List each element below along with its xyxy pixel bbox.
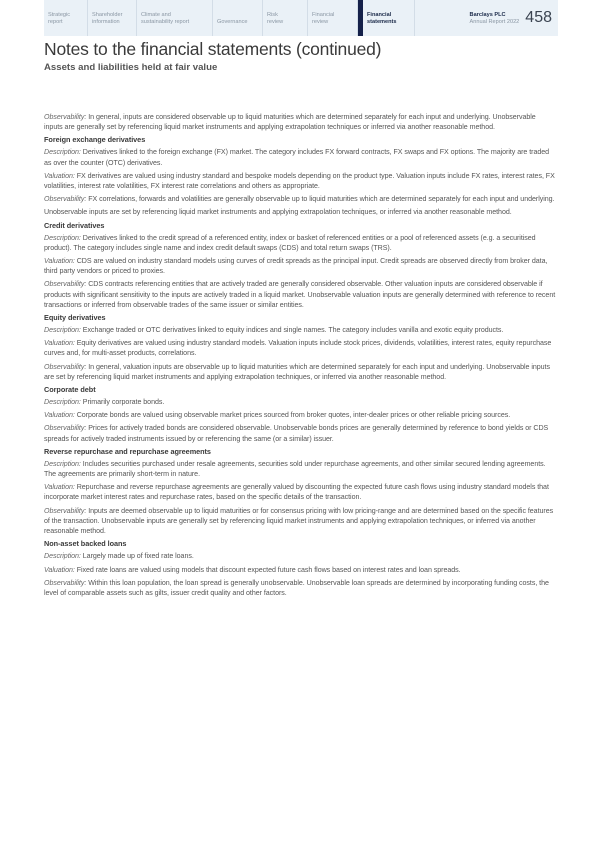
paragraph-text: Repurchase and reverse repurchase agreements are generally valued by discounting the expected future cash flows using industry standard models that incorporate market interest rates and repurchase rates, based on the specific details of the transaction. [44, 483, 549, 502]
paragraph [44, 397, 556, 407]
paragraph-label: Description: [44, 398, 81, 407]
paragraph-text: In general, inputs are considered observable up to liquid maturities which are determined separately for each input and underlying. Unobservable inputs are generally set by referencing liquid market instruments and applying extrapolation techniques or inferred via another reasonable method. [44, 113, 536, 132]
paragraph-label: Observability: [44, 195, 87, 204]
nav-tab-label-line2: sustainability report [141, 19, 190, 25]
paragraph-label: Description: [44, 552, 81, 561]
paragraph-label: Valuation: [44, 171, 75, 180]
paragraph [44, 551, 556, 561]
nav-tab-label-line2: information [92, 19, 120, 25]
paragraph-text: Fixed rate loans are valued using models that discount expected future cash flows based on interest rates and loan spreads. [74, 565, 461, 574]
paragraph-text: Primarily corporate bonds. [80, 398, 165, 407]
nav-tab-governance[interactable] [213, 0, 263, 36]
paragraph-label: Valuation: [44, 565, 75, 574]
paragraph [44, 233, 556, 253]
paragraph-label: Observability: [44, 506, 87, 515]
paragraph-label: Observability: [44, 113, 87, 121]
paragraph-text: Largely made up of fixed rate loans. [80, 552, 194, 561]
paragraph-label: Valuation: [44, 411, 75, 420]
paragraph [44, 194, 556, 204]
paragraph-label: Description: [44, 148, 81, 157]
nav-tab-label-line2: Governance [217, 19, 248, 25]
section-navigation [44, 0, 558, 36]
paragraph [44, 171, 556, 191]
paragraph-label: Description: [44, 233, 81, 242]
section-heading: Corporate debt [44, 385, 96, 395]
report-branding [470, 0, 558, 36]
paragraph-label: Valuation: [44, 339, 75, 348]
paragraph [44, 112, 556, 132]
nav-tab-label-line1: Financial [312, 12, 335, 18]
paragraph-label: Observability: [44, 362, 87, 371]
paragraph-label: Description: [44, 459, 81, 468]
nav-tab-climate-and-sustainability-report[interactable] [137, 0, 213, 36]
paragraph-text: Exchange traded or OTC derivatives linked to equity indices and single names. The category includes vanilla and exotic equity products. [80, 326, 504, 335]
paragraph-text: Unobservable inputs are set by referencing liquid market instruments and applying extrapolation techniques, or inferred via another reasonable method. [44, 208, 512, 217]
paragraph-text: CDS are valued on industry standard models using curves of credit spreads as the principal input. Credit spreads are observed directly from broker data, third party vendors or priced to proxies. [44, 257, 548, 276]
nav-tab-label-line1: Strategic [48, 12, 71, 18]
paragraph-label: Description: [44, 326, 81, 335]
paragraph [44, 338, 556, 358]
paragraph-label: Observability: [44, 424, 87, 433]
nav-tab-risk-review[interactable] [263, 0, 308, 36]
paragraph-text: Equity derivatives are valued using industry standard models. Valuation inputs include stock prices, dividends, volatilities, interest rates, equity repurchase curves and, for multi-asset products, correlations. [44, 339, 552, 358]
paragraph [44, 207, 556, 217]
paragraph-label: Observability: [44, 578, 87, 587]
paragraph-text: CDS contracts referencing entities that are actively traded are generally considered observable. Other valuation inputs are considered observable if products with significant sensitivity to the inputs are actively traded in a liquid market. Unobservable valuation inputs are generally determined with reference to recent transactions or inferred from observable trades of the same issuer or similar entities. [44, 280, 556, 309]
paragraph-text: In general, valuation inputs are observable up to liquid maturities which are determined separately for each input and underlying. Unobservable inputs are set by referencing liquid market instruments and applying extrapolation techniques, or inferred via another reasonable method. [44, 362, 550, 381]
paragraph [44, 410, 556, 420]
brand-block [470, 10, 520, 26]
paragraph-text: Derivatives linked to the credit spread of a referenced entity, index or basket of referenced entities or a pool of referenced assets (e.g. a securitised product). The category includes single name and index credit default swaps (CDS) and total return swaps (TRS). [44, 233, 536, 252]
nav-tab-label-line1: Climate and [141, 12, 171, 18]
section-heading: Non-asset backed loans [44, 539, 127, 549]
nav-tab-financial-review[interactable] [308, 0, 358, 36]
paragraph-label: Valuation: [44, 483, 75, 492]
paragraph [44, 459, 556, 479]
paragraph-text: Prices for actively traded bonds are considered observable. Unobservable bonds prices are generally determined by reference to bond yields or CDS spreads for actively traded instruments issued by or referencing the same (or a similar) issuer. [44, 424, 549, 443]
paragraph [44, 423, 556, 443]
paragraph [44, 325, 556, 335]
paragraph-text: FX correlations, forwards and volatilities are generally observable up to liquid maturities which are determined separately for each input and underlying. [86, 195, 555, 204]
paragraph-label: Valuation: [44, 257, 75, 266]
paragraph [44, 279, 556, 310]
paragraph-text: Within this loan population, the loan spread is generally unobservable. Unobservable loan spreads are determined by incorporating funding costs, the level of comparable assets such as gilts, issuer credit quality and other factors. [44, 578, 549, 597]
nav-tab-label-line2: review [312, 19, 329, 25]
nav-tab-label-line1: Shareholder [92, 12, 123, 18]
page-number: 458 [525, 9, 552, 26]
brand-name: Barclays PLC [469, 12, 506, 18]
nav-tab-financial-statements[interactable] [358, 0, 415, 36]
nav-tab-label-line2: report [48, 19, 63, 25]
paragraph-text: Includes securities purchased under resale agreements, securities sold under repurchase agreements, and other similar secured lending agreements. The agreements are primarily short-term in nature. [44, 459, 546, 479]
paragraph [44, 256, 556, 276]
paragraph-text: Inputs are deemed observable up to liquid maturities or for consensus pricing with low pricing-range and are determined based on the specific features of the transaction. Unobservable inputs are generally set by referencing liquid market instruments and applying extrapolation techniques, or inferred via another reasonable method. [44, 506, 554, 536]
page-subtitle: Assets and liabilities held at fair value [44, 62, 218, 73]
notes-body [44, 112, 556, 601]
section-heading: Foreign exchange derivatives [44, 135, 146, 145]
paragraph [44, 482, 556, 502]
nav-tab-label-line1: Financial [367, 12, 392, 18]
paragraph-text: FX derivatives are valued using industry standard and bespoke models depending on the product type. Valuation inputs include FX rates, interest rates, FX volatilities, interest rate volatilities, FX interest rate correlations and others as appropriate. [44, 171, 555, 191]
nav-tab-label-line2: review [267, 19, 284, 25]
paragraph [44, 147, 556, 167]
paragraph-label: Observability: [44, 280, 87, 289]
report-name: Annual Report 2022 [469, 19, 520, 25]
paragraph-text: Derivatives linked to the foreign exchange (FX) market. The category includes FX forward contracts, FX swaps and FX options. The majority are traded as over the counter (OTC) derivatives. [44, 148, 550, 167]
section-heading: Equity derivatives [44, 313, 106, 323]
section-heading: Credit derivatives [44, 220, 105, 230]
page-title: Notes to the financial statements (continued) [44, 39, 382, 59]
nav-tab-strategic-report[interactable] [44, 0, 88, 36]
nav-tab-label-line1: Risk [267, 12, 278, 18]
paragraph [44, 362, 556, 382]
paragraph [44, 506, 556, 537]
paragraph [44, 565, 556, 575]
paragraph-text: Corporate bonds are valued using observable market prices sourced from broker quotes, inter-dealer prices or other reliable pricing sources. [74, 411, 511, 420]
section-heading: Reverse repurchase and repurchase agreements [44, 446, 211, 456]
paragraph [44, 578, 556, 598]
nav-tab-shareholder-information[interactable] [88, 0, 137, 36]
nav-tab-label-line2: statements [367, 19, 397, 25]
